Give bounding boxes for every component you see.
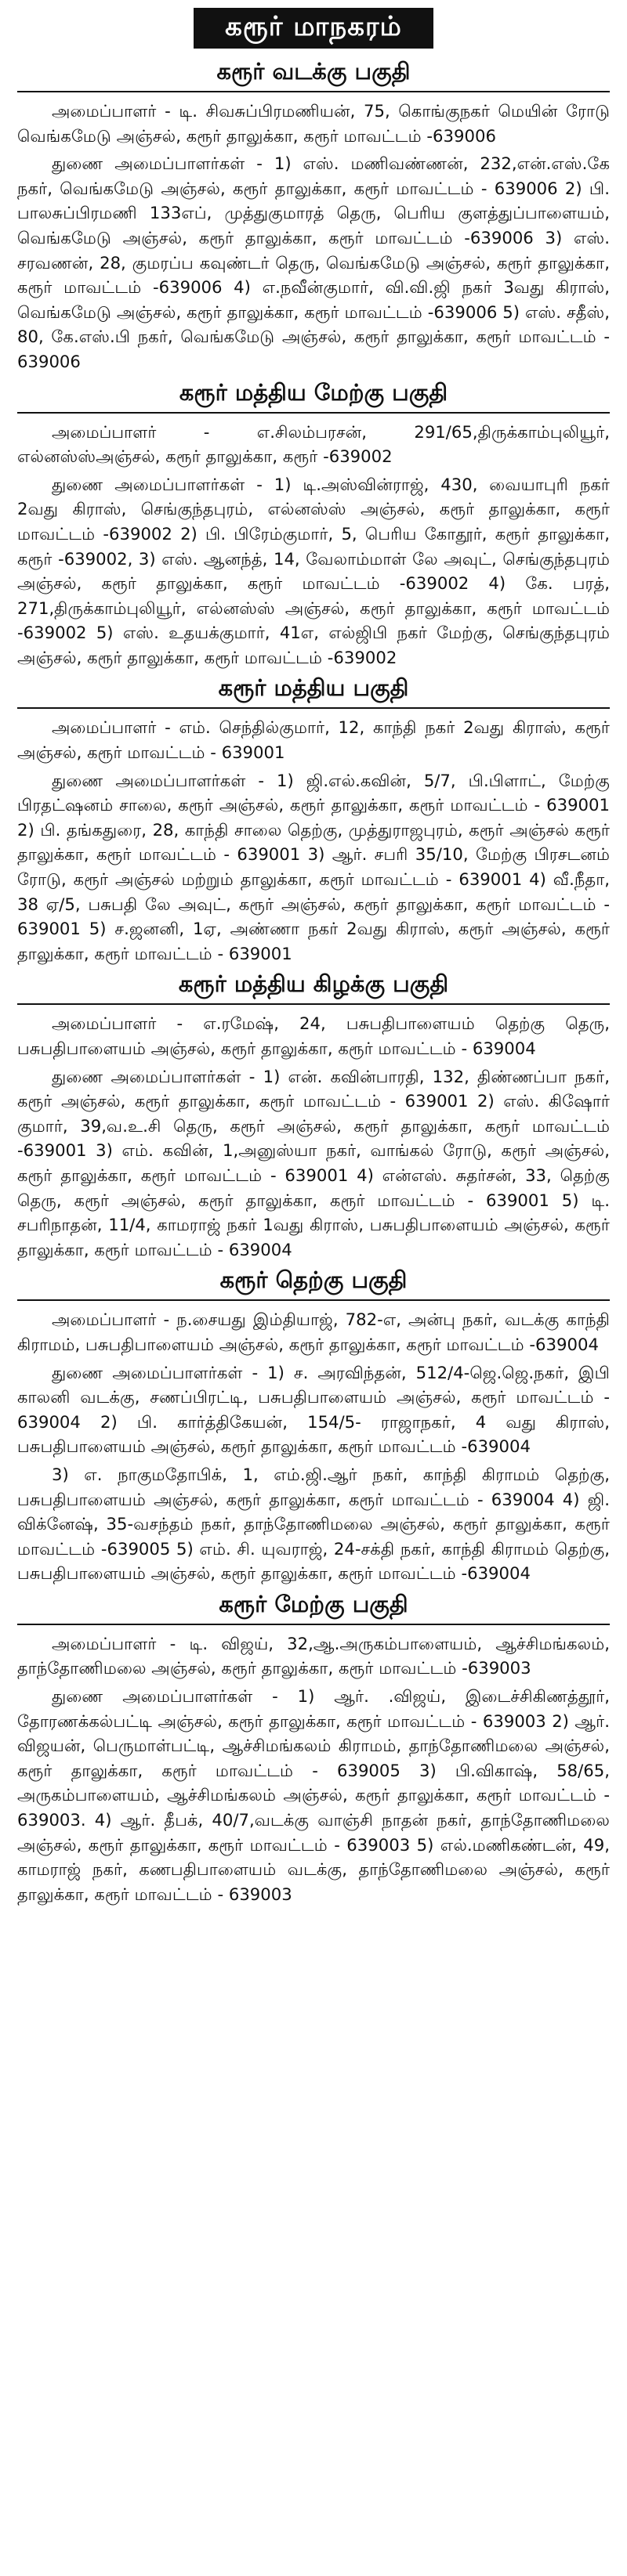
section-heading: கரூர் மத்திய பகுதி: [17, 674, 610, 709]
page-title: கரூர் மாநகரம்: [194, 8, 433, 49]
section-north: [17, 58, 610, 374]
deputy-organizers-paragraph: துணை அமைப்பாளர்கள் - 1) ஆர். .விஜய், இடைச்சிகிணத்தூர், தோரணக்கல்பட்டி அஞ்சல், கரூர் தாலுக்கா, கரூர் மாவட்டம் - 639003 2) ஆர். விஜயன், பெருமாள்பட்டி, ஆச்சிமங்கலம் கிராமம், தாந்தோணிமலை அஞ்சல், கரூர் தாலுக்கா, கரூர் மாவட்டம் - 639005 3) பி.விகாஷ், 58/65, அருகம்பாளையம், ஆச்சிமங்கலம் அஞ்சல், கரூர் தாலுக்கா, கரூர் மாவட்டம் - 639003. 4) ஆர். தீபக், 40/7,வடக்கு வாஞ்சி நாதன் நகர், தாந்தோணிமலை அஞ்சல், கரூர் தாலுக்கா, கரூர் மாவட்டம் - 639003 5) எல்.மணிகண்டன், 49, காமராஜ் நகர், கணபதிபாளையம் வடக்கு, தாந்தோணிமலை அஞ்சல், கரூர் தாலுக்கா, கரூர் மாவட்டம் - 639003: [17, 1686, 610, 1904]
organizer-paragraph: அமைப்பாளர் - எம். செந்தில்குமார், 12, காந்தி நகர் 2வது கிராஸ், கரூர் அஞ்சல், கரூர் மாவட்டம் - 639001: [17, 717, 610, 763]
document-page: [0, 8, 627, 2576]
page-title-box: [17, 8, 610, 49]
organizer-paragraph: அமைப்பாளர் - எ.சிலம்பரசன், 291/65,திருக்காம்புலியூர், எல்னஸ்ஸ்அஞ்சல், கரூர் தாலுக்கா, கரூர் -639002: [17, 421, 610, 467]
deputy-organizers-paragraph: துணை அமைப்பாளர்கள் - 1) டி.அஸ்வின்ராஜ், 430, வையாபுரி நகர் 2வது கிராஸ், செங்குந்தபுரம், எல்னஸ்ஸ் அஞ்சல், கரூர் தாலுக்கா, கரூர் மாவட்டம் -639002 2) பி. பிரேம்குமார், 5, பெரிய கோதூர், கரூர் தாலுக்கா, கரூர் -639002, 3) எஸ். ஆனந்த், 14, வேலாம்மாள் லே அவுட், செங்குந்தபுரம் அஞ்சல், கரூர் தாலுக்கா, கரூர் மாவட்டம் -639002 4) கே. பரத், 271,திருக்காம்புலியூர், எல்னஸ்ஸ் அஞ்சல், கரூர் தாலுக்கா, கரூர் மாவட்டம் -639002 5) எஸ். உதயக்குமார், 41எ, எல்ஜிபி நகர் மேற்கு, செங்குந்தபுரம் அஞ்சல், கரூர் தாலுக்கா, கரூர் மாவட்டம் -639002: [17, 474, 610, 667]
organizer-paragraph: அமைப்பாளர் - டி. விஜய், 32,ஆ.அருகம்பாளையம், ஆச்சிமங்கலம், தாந்தோணிமலை அஞ்சல், கரூர் தாலுக்கா, கரூர் மாவட்டம் -639003: [17, 1633, 610, 1678]
section-west: [17, 1591, 610, 1907]
deputy-organizers-paragraph-continued: 3) எ. நாகுமதோபிக், 1, எம்.ஜி.ஆர் நகர், காந்தி கிராமம் தெற்கு, பசுபதிபாளையம் அஞ்சல், கரூர் தாலுக்கா, கரூர் மாவட்டம் - 639004 4) ஜி. விக்னேஷ், 35-வசந்தம் நகர், தாந்தோணிமலை அஞ்சல், கரூர் தாலுக்கா, கரூர் மாவட்டம் -639005 5) எம். சி. யுவராஜ், 24-சக்தி நகர், காந்தி கிராமம் தெற்கு, பசுபதிபாளையம் அஞ்சல், கரூர் தாலுக்கா, கரூர் மாவட்டம் -639004: [17, 1464, 610, 1584]
section-heading: கரூர் மத்திய மேற்கு பகுதி: [17, 379, 610, 414]
organizer-paragraph: அமைப்பாளர் - டி. சிவசுப்பிரமணியன், 75, கொங்குநகர் மெயின் ரோடு வெங்கமேடு அஞ்சல், கரூர் தாலுக்கா, கரூர் மாவட்டம் -639006: [17, 101, 610, 146]
section-heading: கரூர் தெற்கு பகுதி: [17, 1266, 610, 1301]
section-heading: கரூர் மத்திய கிழக்கு பகுதி: [17, 970, 610, 1005]
section-central-east: [17, 970, 610, 1262]
section-central-west: [17, 379, 610, 670]
organizer-paragraph: அமைப்பாளர் - ந.சையது இம்தியாஜ், 782-எ, அன்பு நகர், வடக்கு காந்தி கிராமம், பசுபதிபாளையம் அஞ்சல், கரூர் தாலுக்கா, கரூர் மாவட்டம் -639004: [17, 1310, 610, 1354]
section-heading: கரூர் மேற்கு பகுதி: [17, 1591, 610, 1625]
deputy-organizers-paragraph: துணை அமைப்பாளர்கள் - 1) ச. அரவிந்தன், 512/4-ஜெ.ஜெ.நகர், இபி காலனி வடக்கு, சணப்பிரட்டி, பசுபதிபாளையம் அஞ்சல், கரூர் மாவட்டம் - 639004 2) பி. கார்த்திகேயன், 154/5- ராஜாநகர், 4 வது கிராஸ், பசுபதிபாளையம் அஞ்சல், கரூர் தாலுக்கா, கரூர் மாவட்டம் -639004: [17, 1362, 610, 1457]
deputy-organizers-paragraph: துணை அமைப்பாளர்கள் - 1) என். கவின்பாரதி, 132, திண்ணப்பா நகர், கரூர் அஞ்சல், கரூர் தாலுக்கா, கரூர் மாவட்டம் - 639001 2) எஸ். கிஷோர் குமார், 39,வ.உ.சி தெரு, கரூர் அஞ்சல், கரூர் தாலுக்கா, கரூர் மாவட்டம் -639001 3) எம். கவின், 1,அனுஸ்யா நகர், வாங்கல் ரோடு, கரூர் அஞ்சல், கரூர் தாலுக்கா, கரூர் மாவட்டம் - 639001 4) என்எஸ். சுதர்சன், 33, தெற்கு தெரு, கரூர் அஞ்சல், கரூர் தாலுக்கா, கரூர் மாவட்டம் - 639001 5) டி. சபரிநாதன், 11/4, காமராஜ் நகர் 1வது கிராஸ், பசுபதிபாளையம் அஞ்சல், கரூர் தாலுக்கா, கரூர் மாவட்டம் - 639004: [17, 1066, 610, 1259]
deputy-organizers-paragraph: துணை அமைப்பாளர்கள் - 1) ஜி.எல்.கவின், 5/7, பி.பிளாட், மேற்கு பிரதட்ஷனம் சாலை, கரூர் அஞ்சல், கரூர் தாலுக்கா, கரூர் மாவட்டம் - 639001 2) பி. தங்கதுரை, 28, காந்தி சாலை தெற்கு, முத்துராஜபுரம், கரூர் அஞ்சல் கரூர் தாலுக்கா, கரூர் மாவட்டம் - 639001 3) ஆர். சபரி 35/10, மேற்கு பிரசடனம் ரோடு, கரூர் அஞ்சல் மற்றும் தாலுக்கா, கரூர் மாவட்டம் - 639001 4) வீ.நீதா, 38 ஏ/5, பசுபதி லே அவுட், கரூர் அஞ்சல், கரூர் தாலுக்கா, கரூர் மாவட்டம் - 639001 5) ச.ஜனனி, 1ஏ, அண்ணா நகர் 2வது கிராஸ், கரூர் அஞ்சல், கரூர் தாலுக்கா, கரூர் மாவட்டம் - 639001: [17, 770, 610, 963]
section-heading: கரூர் வடக்கு பகுதி: [17, 58, 610, 92]
section-south: [17, 1266, 610, 1586]
deputy-organizers-paragraph: துணை அமைப்பாளர்கள் - 1) எஸ். மணிவண்ணன், 232,என்.எஸ்.கே நகர், வெங்கமேடு அஞ்சல், கரூர் தாலுக்கா, கரூர் மாவட்டம் - 639006 2) பி. பாலசுப்பிரமணி 133எப், முத்துகுமாரத் தெரு, பெரிய குளத்துப்பாளையம், வெங்கமேடு அஞ்சல், கரூர் தாலுக்கா, கரூர் மாவட்டம் -639006 3) எஸ். சரவணன், 28, குமரப்ப கவுண்டர் தெரு, வெங்கமேடு அஞ்சல், கரூர் தாலுக்கா, கரூர் மாவட்டம் -639006 4) எ.நவீன்குமார், வி.வி.ஜி நகர் 3வது கிராஸ், வெங்கமேடு அஞ்சல், கரூர் தாலுக்கா, கரூர் மாவட்டம் -639006 5) எஸ். சதீஸ், 80, கே.எஸ்.பி நகர், வெங்கமேடு அஞ்சல், கரூர் தாலுக்கா, கரூர் மாவட்டம் - 639006: [17, 154, 610, 371]
organizer-paragraph: அமைப்பாளர் - எ.ரமேஷ், 24, பசுபதிபாளையம் தெற்கு தெரு, பசுபதிபாளையம் அஞ்சல், கரூர் தாலுக்கா, கரூர் மாவட்டம் - 639004: [17, 1013, 610, 1058]
section-central: [17, 674, 610, 966]
